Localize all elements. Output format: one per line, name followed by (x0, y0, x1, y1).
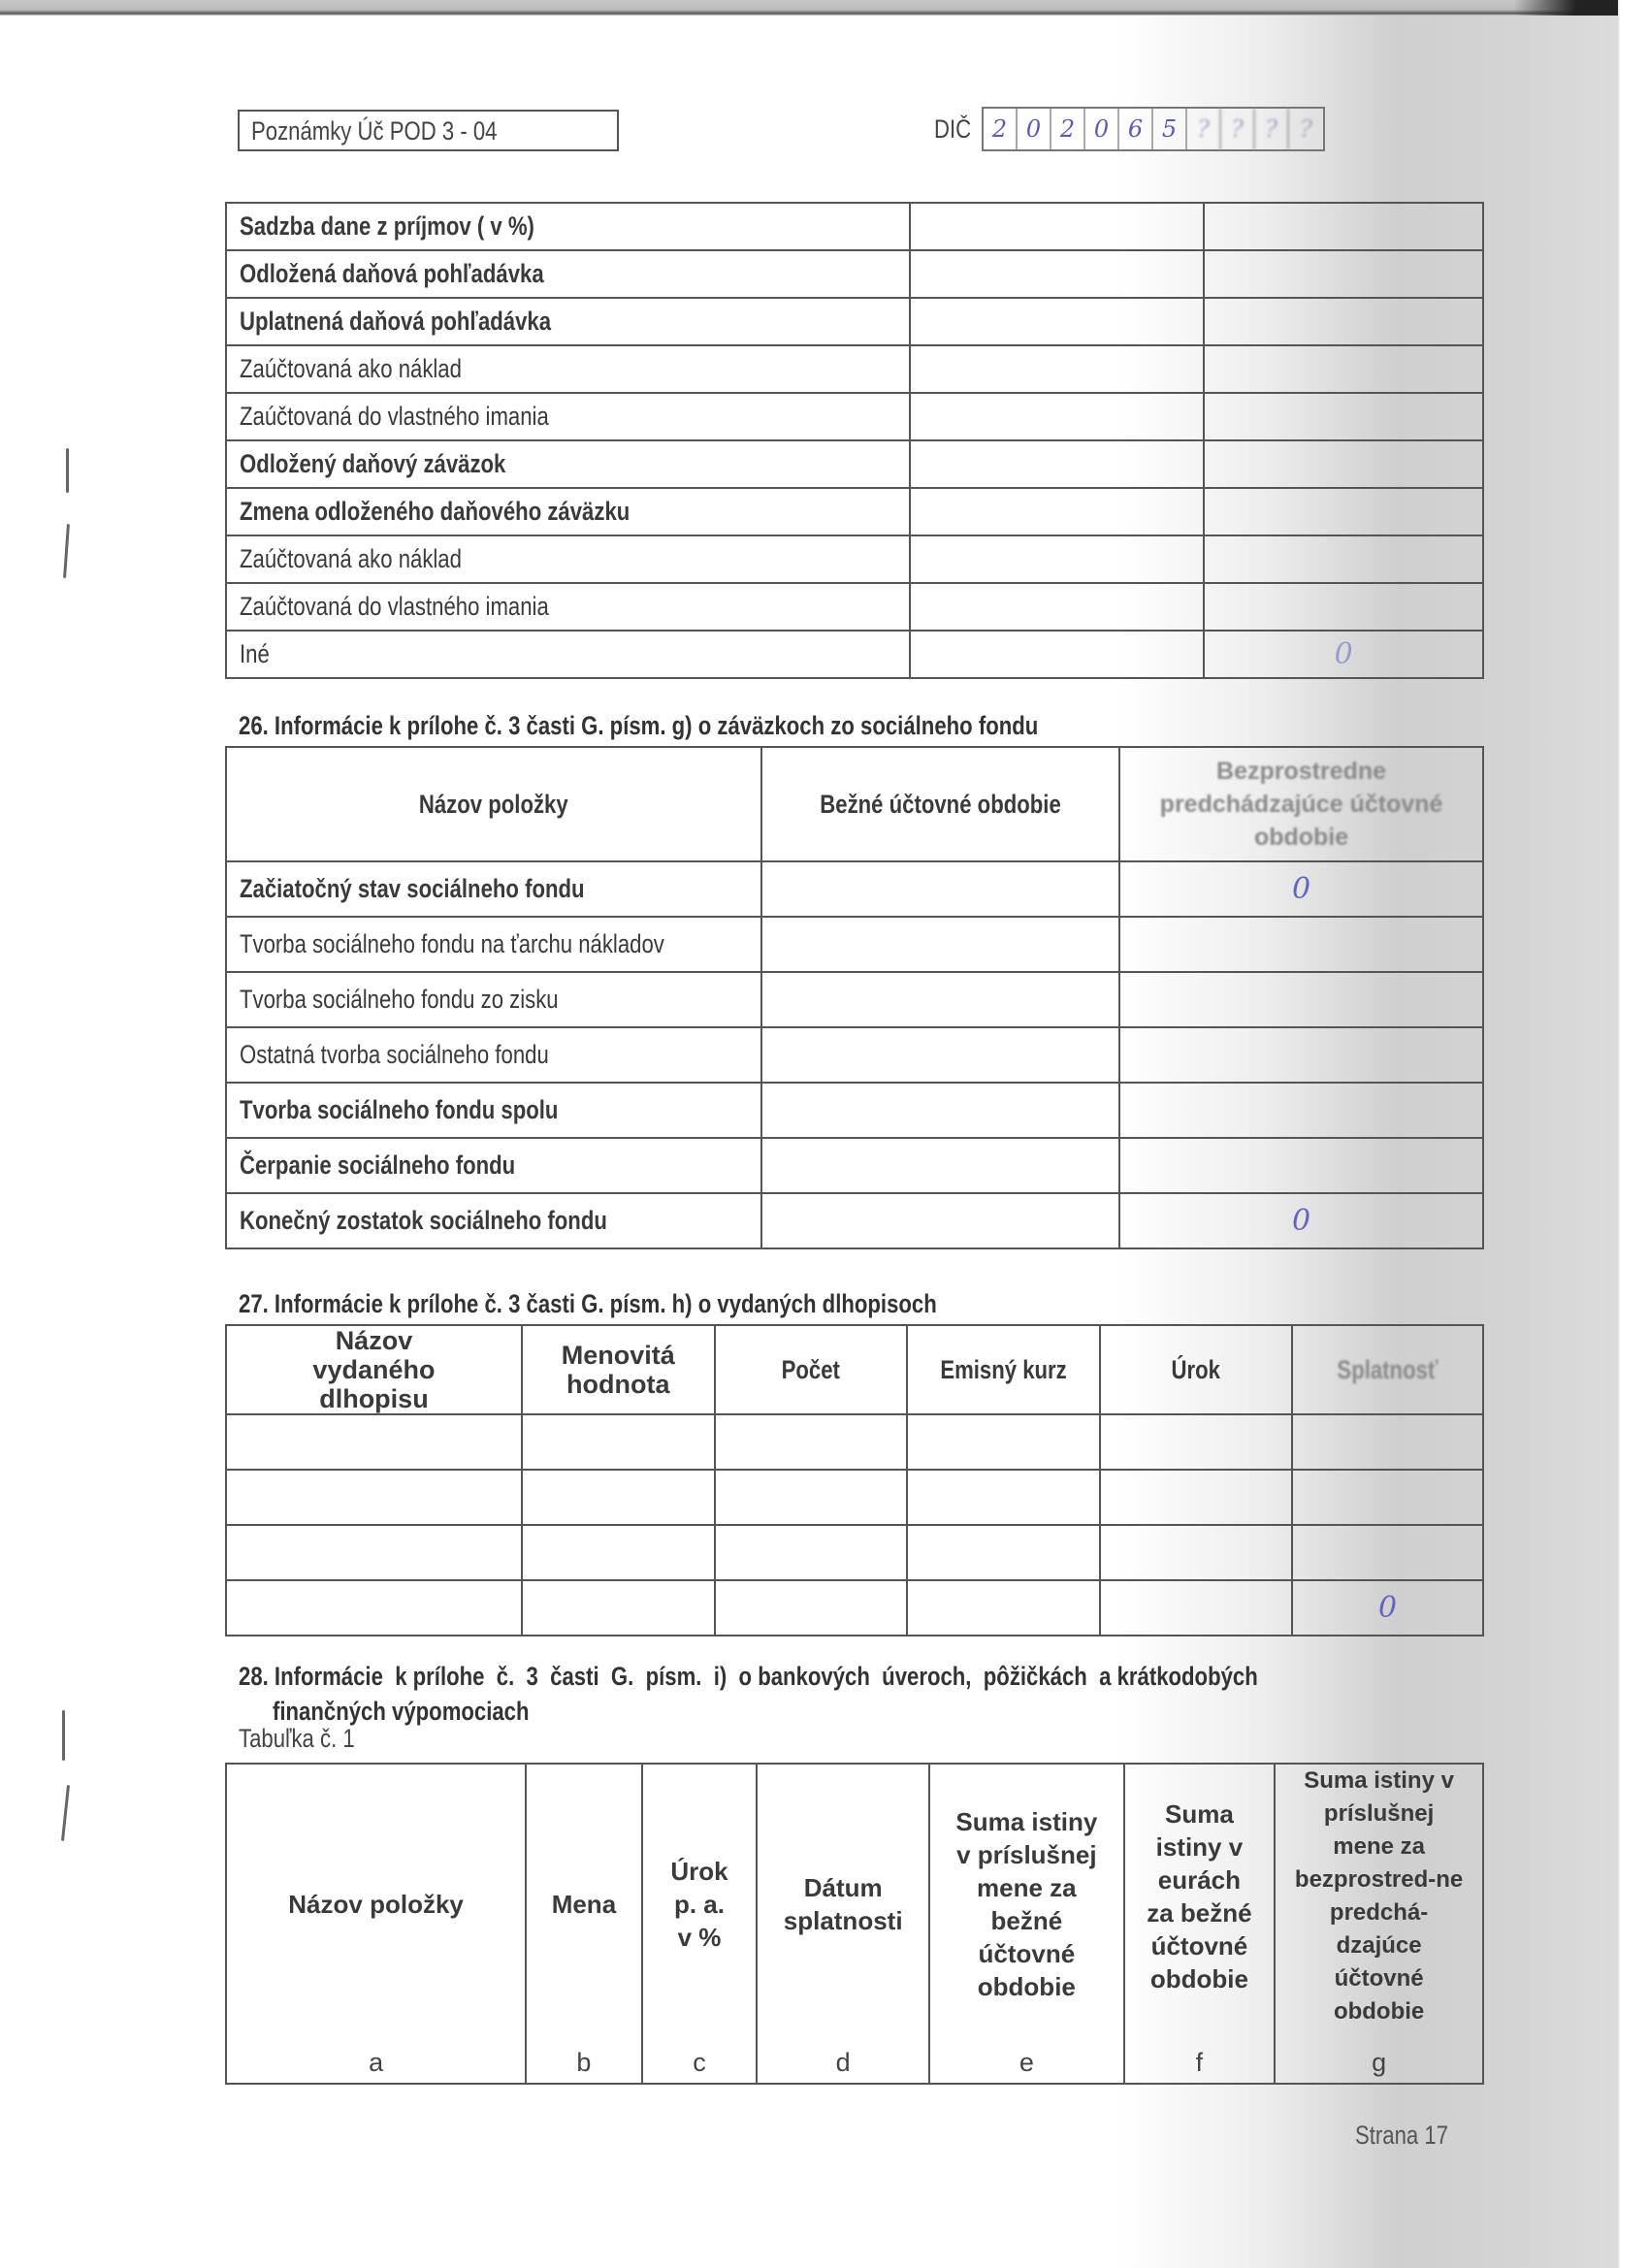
row-label-text: Sadzba dane z príjmov ( v %) (240, 211, 534, 241)
deferred-tax-table (225, 202, 1484, 679)
row-label (226, 1083, 761, 1138)
cell-value: 0 (1292, 1204, 1311, 1238)
value-cell-previous[interactable] (1119, 1193, 1483, 1248)
column-header (1292, 1325, 1483, 1414)
row-label (226, 345, 910, 393)
row-label (226, 1027, 761, 1083)
value-cell-current[interactable] (910, 250, 1204, 298)
value-cell-previous[interactable] (1204, 583, 1483, 631)
row-label (226, 861, 761, 917)
value-cell-previous[interactable] (1204, 393, 1483, 440)
value-cell-previous[interactable] (1204, 440, 1483, 488)
table-row (226, 1027, 1483, 1083)
row-label-text: Zaúčtovaná do vlastného imania (240, 402, 549, 431)
table-row (226, 1083, 1483, 1138)
page-number (1355, 2121, 1469, 2151)
column-letter: c (693, 2048, 706, 2077)
row-label (226, 250, 910, 298)
dic-field[interactable] (982, 107, 1325, 151)
value-cell-current[interactable] (910, 393, 1204, 440)
table-header-row (226, 747, 1483, 861)
table-row (226, 972, 1483, 1027)
row-label (226, 972, 761, 1027)
bond-cell[interactable] (715, 1414, 907, 1470)
table-row (226, 440, 1483, 488)
bond-cell[interactable] (1100, 1580, 1292, 1636)
column-header-text: Úrok (1171, 1355, 1221, 1384)
column-header (1100, 1325, 1292, 1414)
value-cell-current[interactable] (910, 535, 1204, 583)
table-row (226, 631, 1483, 678)
bond-cell[interactable] (226, 1525, 522, 1580)
table-row (226, 488, 1483, 535)
row-label-text: Zaúčtovaná ako náklad (240, 544, 462, 573)
bond-cell[interactable] (522, 1525, 715, 1580)
row-label-text: Iné (240, 639, 270, 668)
value-cell-current[interactable] (910, 203, 1204, 250)
value-cell-current[interactable] (761, 1138, 1119, 1193)
value-cell-previous[interactable] (1204, 535, 1483, 583)
column-header-text: Suma istiny v eurách za bežné účtovné obdobie (1147, 1799, 1252, 1993)
column-header-text: Dátum splatnosti (783, 1873, 903, 1935)
section-27-title (239, 1289, 1090, 1319)
column-header (522, 1325, 715, 1414)
section-28-title (239, 1659, 1481, 1729)
table-row (226, 393, 1483, 440)
bonds-table (225, 1324, 1484, 1636)
value-cell-previous[interactable] (1119, 1083, 1483, 1138)
bond-cell[interactable] (715, 1470, 907, 1525)
column-header (929, 1764, 1124, 2084)
column-header (226, 747, 761, 861)
bond-cell[interactable] (1292, 1470, 1483, 1525)
dic-digit-box[interactable]: 0 (1018, 109, 1051, 149)
value-cell-current[interactable] (761, 1027, 1119, 1083)
value-cell-previous[interactable] (1204, 345, 1483, 393)
column-header-text: Názov vydaného dlhopisu (312, 1326, 436, 1413)
value-cell-previous[interactable] (1204, 203, 1483, 250)
row-label-text: Začiatočný stav sociálneho fondu (240, 874, 585, 903)
social-fund-table (225, 746, 1484, 1249)
column-letter: g (1372, 2048, 1387, 2077)
section-28-title-line1: 28. Informácie k prílohe č. 3 časti G. písm. i) o bankových úveroch, pôžičkách a krátkodobých (239, 1662, 1258, 1691)
value-cell-previous[interactable] (1119, 1027, 1483, 1083)
row-label-text: Ostatná tvorba sociálneho fondu (240, 1040, 549, 1069)
dic-digit-box[interactable]: ? (1300, 115, 1312, 143)
table-row (226, 1193, 1483, 1248)
section-27-title-text: 27. Informácie k prílohe č. 3 časti G. písm. h) o vydaných dlhopisoch (239, 1289, 937, 1318)
bond-cell[interactable] (226, 1414, 522, 1470)
scan-top-edge-shadow (1513, 0, 1618, 16)
bond-cell[interactable] (226, 1470, 522, 1525)
row-label-text: Konečný zostatok sociálneho fondu (240, 1206, 607, 1235)
bond-cell[interactable] (1292, 1414, 1483, 1470)
row-label (226, 298, 910, 345)
section-26-title-text: 26. Informácie k prílohe č. 3 časti G. písm. g) o záväzkoch zo sociálneho fondu (239, 711, 1039, 740)
value-cell-previous[interactable] (1119, 1138, 1483, 1193)
column-header-text: Mena (551, 1890, 617, 1919)
cell-value: 0 (1377, 1591, 1398, 1625)
row-label (226, 1138, 761, 1193)
column-letter: a (369, 2048, 384, 2077)
table-row (226, 917, 1483, 972)
table-row (226, 1138, 1483, 1193)
value-cell-previous[interactable] (1119, 861, 1483, 917)
form-id-text: Poznámky Úč POD 3 - 04 (251, 116, 498, 146)
bond-cell[interactable] (907, 1525, 1100, 1580)
binding-mark (62, 1710, 65, 1761)
row-label-text: Odložená daňová pohľadávka (240, 259, 544, 288)
value-cell-previous[interactable] (1204, 298, 1483, 345)
column-header (715, 1325, 907, 1414)
bond-cell[interactable] (522, 1470, 715, 1525)
bond-cell[interactable] (1100, 1525, 1292, 1580)
value-cell-current[interactable] (761, 861, 1119, 917)
value-cell-previous[interactable] (1204, 250, 1483, 298)
bond-cell[interactable] (1100, 1470, 1292, 1525)
row-label (226, 203, 910, 250)
dic-digit-box[interactable]: ? (1187, 109, 1221, 149)
bond-cell[interactable] (907, 1414, 1100, 1470)
column-header (226, 1325, 522, 1414)
bond-cell[interactable] (907, 1470, 1100, 1525)
table-row (226, 345, 1483, 393)
column-header-text: Suma istiny v príslušnej mene za bezprostred-ne predchá-dzajúce účtovné obdobie (1294, 1767, 1464, 2025)
binding-mark (66, 448, 69, 493)
value-cell-current[interactable] (761, 917, 1119, 972)
row-label (226, 535, 910, 583)
row-label-text: Zaúčtovaná ako náklad (240, 354, 462, 383)
column-header (1119, 747, 1483, 861)
section-28-title-line2: finančných výpomociach (273, 1697, 530, 1726)
table-header-row (226, 1764, 1483, 2084)
table-row (226, 250, 1483, 298)
row-label (226, 488, 910, 535)
bond-cell[interactable] (522, 1580, 715, 1636)
dic-label (934, 114, 980, 145)
row-label-text: Tvorba sociálneho fondu spolu (240, 1095, 559, 1124)
form-id-label (238, 110, 619, 151)
table-label (239, 1724, 380, 1754)
column-header-text: Suma istiny v príslušnej mene za bežné účtovné obdobie (955, 1807, 1098, 2001)
table-row (226, 1580, 1483, 1636)
bond-cell[interactable] (907, 1580, 1100, 1636)
column-header (526, 1764, 642, 2084)
row-label-text: Uplatnená daňová pohľadávka (240, 307, 552, 336)
bond-cell[interactable] (522, 1414, 715, 1470)
value-cell-current[interactable] (910, 488, 1204, 535)
dic-digit-box[interactable]: 0 (1085, 109, 1119, 149)
column-header (907, 1325, 1100, 1414)
value-cell-current[interactable] (761, 972, 1119, 1027)
bond-cell[interactable] (715, 1580, 907, 1636)
value-cell-current[interactable] (910, 583, 1204, 631)
dic-digit-box[interactable]: 2 (984, 109, 1018, 149)
column-header-text: Názov položky (419, 789, 568, 819)
column-header (1275, 1764, 1483, 2084)
row-label (226, 583, 910, 631)
value-cell-current[interactable] (761, 1193, 1119, 1248)
column-header-text: Splatnosť (1337, 1355, 1439, 1384)
cell-value: 0 (1334, 637, 1353, 671)
table-row (226, 1525, 1483, 1580)
table-row (226, 203, 1483, 250)
dic-label-text: DIČ (934, 114, 972, 144)
value-cell-current[interactable] (910, 440, 1204, 488)
value-cell-previous[interactable] (1119, 972, 1483, 1027)
table-label-text: Tabuľka č. 1 (239, 1724, 355, 1753)
column-letter: b (576, 2048, 592, 2077)
column-header-text: Emisný kurz (940, 1355, 1067, 1384)
column-letter: e (1018, 2048, 1034, 2077)
row-label-text: Tvorba sociálneho fondu na ťarchu nákladov (240, 929, 664, 958)
value-cell-previous[interactable] (1204, 631, 1483, 678)
value-cell-current[interactable] (910, 298, 1204, 345)
row-label-text: Odložený daňový záväzok (240, 449, 506, 478)
binding-mark (63, 524, 70, 578)
row-label-text: Zmena odloženého daňového záväzku (240, 497, 630, 526)
dic-digit-box[interactable]: ? (1255, 109, 1289, 149)
value-cell-previous[interactable] (1204, 488, 1483, 535)
section-26-title (239, 711, 1213, 741)
column-letter: d (835, 2048, 851, 2077)
column-header (226, 1764, 526, 2084)
column-header-text: Názov položky (288, 1890, 464, 1919)
table-row (226, 583, 1483, 631)
bond-cell[interactable] (1292, 1580, 1483, 1636)
column-header-text: Menovitá hodnota (561, 1341, 675, 1399)
row-label-text: Tvorba sociálneho fondu zo zisku (240, 985, 559, 1014)
column-header-text: Počet (781, 1355, 840, 1384)
row-label (226, 631, 910, 678)
column-header-text: Bezprostredne predchádzajúce účtovné obdobie (1159, 758, 1443, 851)
column-header (642, 1764, 758, 2084)
table-row (226, 1414, 1483, 1470)
row-label (226, 917, 761, 972)
table-row (226, 298, 1483, 345)
column-header (757, 1764, 929, 2084)
page-number-text: Strana 17 (1355, 2121, 1449, 2150)
value-cell-previous[interactable] (1119, 917, 1483, 972)
bond-cell[interactable] (1292, 1525, 1483, 1580)
value-cell-current[interactable] (910, 631, 1204, 678)
dic-digit-box[interactable]: 2 (1051, 109, 1085, 149)
bond-cell[interactable] (715, 1525, 907, 1580)
bond-cell[interactable] (1100, 1414, 1292, 1470)
table-row (226, 861, 1483, 917)
value-cell-current[interactable] (761, 1083, 1119, 1138)
bank-loans-table (225, 1763, 1484, 2085)
row-label (226, 440, 910, 488)
column-header-text: Bežné účtovné obdobie (820, 789, 1061, 819)
table-row (226, 535, 1483, 583)
column-header-text: Úrok p. a. v % (670, 1857, 728, 1952)
column-header (761, 747, 1119, 861)
bond-cell[interactable] (226, 1580, 522, 1636)
column-header (1124, 1764, 1276, 2084)
cell-value: 0 (1292, 872, 1311, 906)
table-row (226, 1470, 1483, 1525)
scan-top-edge (0, 0, 1618, 16)
binding-mark (61, 1785, 70, 1841)
row-label-text: Zaúčtovaná do vlastného imania (240, 592, 549, 621)
dic-digit-box[interactable]: 5 (1153, 109, 1187, 149)
table-header-row (226, 1325, 1483, 1414)
value-cell-current[interactable] (910, 345, 1204, 393)
dic-digit-box[interactable]: ? (1221, 109, 1255, 149)
row-label (226, 393, 910, 440)
row-label-text: Čerpanie sociálneho fondu (240, 1150, 516, 1180)
column-letter: f (1195, 2048, 1204, 2077)
row-label (226, 1193, 761, 1248)
dic-digit-box[interactable]: 6 (1119, 109, 1153, 149)
